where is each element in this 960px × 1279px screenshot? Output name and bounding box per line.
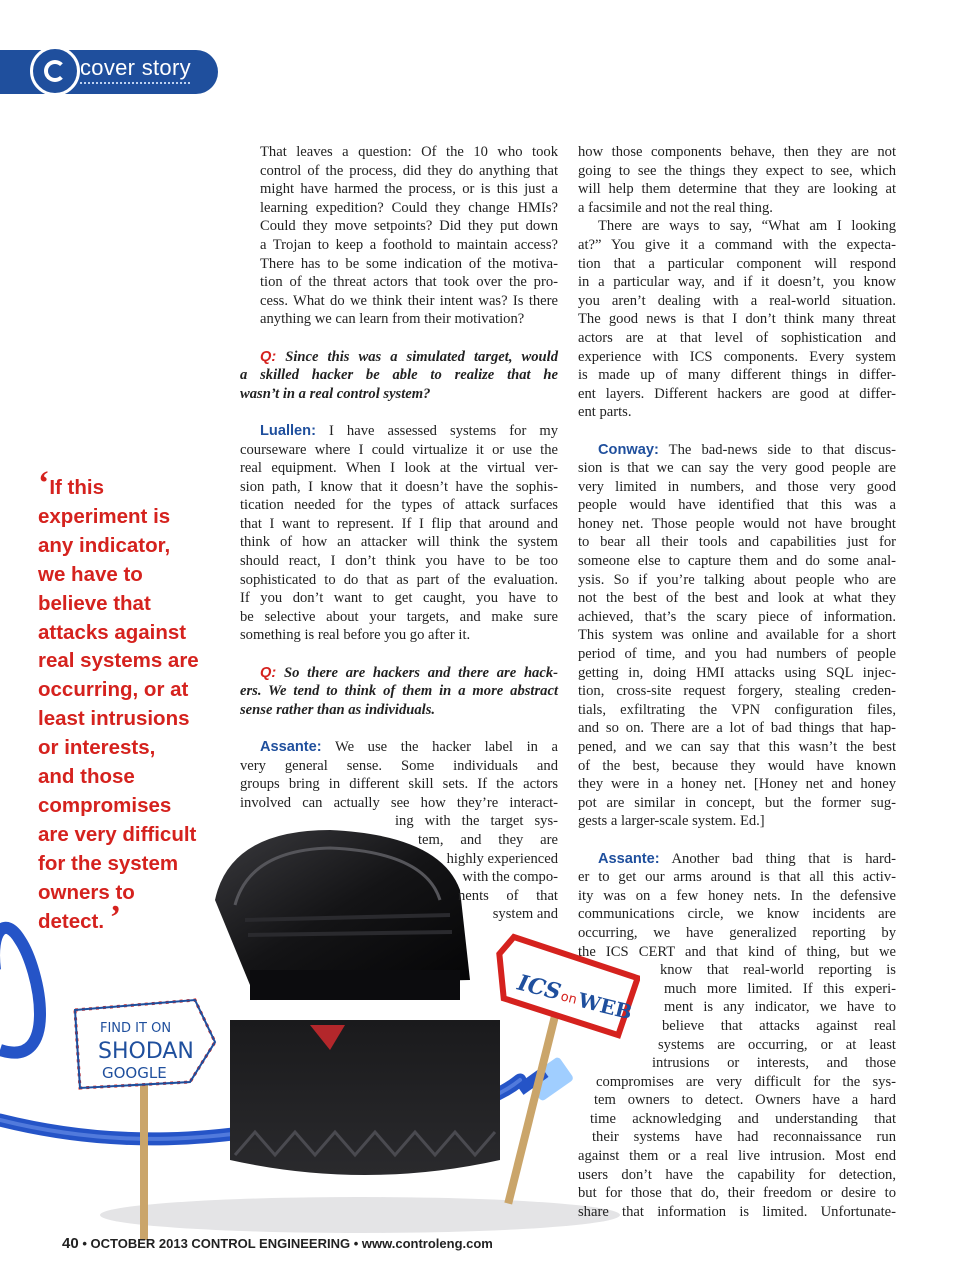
answer: Assante: Another bad thing that is hard- er to get our arms around is that all this activ- ity was on a few honey nets. In the defensive communications circle, we know incidents are occurring, we have generalized reporting by the ICS CERT and that kind of thing, but we know that real-world reporting is much more limited. If this experi- ment is any indicator, we have to believe that attacks against real systems are occurring, or at least intrusions or interests, and those compromises are very difficult for the sys- tem owners to detect. Owners have a hard time acknowledging and understanding that their systems have had reconnaissance run against them or a real live intrusion. Most end users don’t have the capability for detection, but for those that do, their freedom or desire to share that information is limited. Unfortunate- xyxy=(578,850,897,1220)
question: Q: Since this was a simulated target, would a skilled hacker be able to realize that he wasn’t in a real control system? xyxy=(240,348,559,402)
sign-right-web: WEB xyxy=(575,987,635,1025)
pull-line: or interests, xyxy=(38,736,156,760)
pull-line: real systems are xyxy=(38,649,199,673)
pull-line: least intrusions xyxy=(38,707,190,731)
pull-line: detect. xyxy=(38,909,105,933)
article-column-middle xyxy=(240,143,558,924)
website-link[interactable]: www.controleng.com xyxy=(361,1236,493,1251)
paragraph: That leaves a question: Of the 10 who took control of the process, did they do anything that might have harmed the process, or is this just a learning expedition? Could they change HMIs? Could they move setpoints? Did they put down a Trojan to keep a foothold to maintain access? There has to be some indication of the motiva- tion of the threat actors that took over the pro- cess. What do we think their intent was? Is there anything we can learn from their motivation? xyxy=(260,144,558,328)
footer-separator: • xyxy=(82,1236,87,1251)
open-quote-mark: ‘ xyxy=(38,465,50,502)
question: Q: So there are hackers and there are hack- ers. We tend to think of them in a more abstract sense rather than as individuals. xyxy=(240,664,558,718)
sign-left-line2: SHODAN xyxy=(98,1039,194,1064)
footer-separator: • xyxy=(353,1236,359,1251)
answer: Luallen: I have assessed systems for my courseware where I could virtualize it or use the real equipment. When I look at the virtual ver- sion path, I know that it doesn’t have the sophis- tication needed for the types of attack surfaces that I want to represent. If I flip that around and think of how an attacker will think the system should react, I don’t think you have to be too sophisticated to do that as part of the evaluation. If you don’t want to get caught, you have to be selective about your targets, and make sure something is real before you go after it. xyxy=(240,422,559,644)
speaker-name: Assante: xyxy=(598,850,660,867)
pull-line: owners to xyxy=(38,880,135,904)
pull-line: are very difficult xyxy=(38,822,197,846)
network-cable xyxy=(0,928,40,1053)
pull-line: we have to xyxy=(38,562,143,586)
issue-info: OCTOBER 2013 CONTROL ENGINEERING xyxy=(90,1236,351,1251)
pull-line: any indicator, xyxy=(38,533,171,557)
sign-left-line1: FIND IT ON xyxy=(100,1021,172,1036)
close-quote-mark: ’ xyxy=(109,898,122,936)
sign-left-line3: GOOGLE xyxy=(102,1064,167,1082)
section-underline xyxy=(80,82,190,84)
q-label: Q: xyxy=(260,664,277,681)
pull-line: If this xyxy=(49,476,104,499)
answer: Conway: The bad-news side to that discus- sion is that we can say the very good people are very limited in numbers, and those very good people would have identified that this was a honey net. Those people would not have brought to bear all their tools and capabilities just for someone else to capture them and do some anal- ysis. So if you’re talking about people who are not the best of the best and look at what they achieved, that’s the scary piece of information. This system was online and available for a short period of time, and you had numbers of people getting in, doing HMI attacks using SQL injec- tion, cross-site request forgery, stealing creden- tials, exfiltrating the VPN configuration files, and so on. There are a lot of bad things that hap- pened, and we can say that this wasn’t the best of the best, because they would have known they were in a honey net. [Honey net and honey pot are similar in concept, but the former sug- gests a larger-scale system. Ed.] xyxy=(578,441,896,830)
pull-line: and those xyxy=(38,765,135,789)
speaker-name: Assante: xyxy=(260,739,322,755)
speaker-name: Luallen: xyxy=(260,422,316,439)
paragraph: how those components behave, then they are not going to see the things they expect to see, which will help them determine that they are looking at a facsimile and not the real thing. xyxy=(578,144,896,216)
pull-line: compromises xyxy=(38,793,172,817)
pull-line: attacks against xyxy=(38,620,187,644)
pull-line: for the system xyxy=(38,851,179,875)
section-label: cover story xyxy=(80,55,191,80)
pull-line: believe that xyxy=(38,591,151,615)
speaker-name: Conway: xyxy=(598,441,659,458)
page-number: 40 xyxy=(62,1235,79,1252)
page-footer xyxy=(62,1235,493,1252)
article-column-right xyxy=(578,143,896,1221)
q-label: Q: xyxy=(260,348,277,365)
sign-right-on: on xyxy=(559,989,579,1008)
pull-line: experiment is xyxy=(38,504,171,528)
magazine-logo-icon xyxy=(30,46,80,96)
pull-line: occurring, or at xyxy=(38,678,189,702)
pull-quote xyxy=(38,465,228,937)
sign-right-ics: ICS xyxy=(514,969,564,1006)
paragraph: There are ways to say, “What am I looking at?” You give it a command with the expecta- tion that a particular component will respond in a particular way, and if it doesn’t, you know you aren’t dealing with a real-world situation. The good news is that I don’t think many threat actors are at that level of sophistication and experience with ICS components. Every system is made up of many different things in differ- ent layers. Different hackers are good at differ- ent parts. xyxy=(578,218,896,421)
answer: Assante: We use the hacker label in a very general sense. Some individuals and groups bring in different skill sets. If the actors involved can actually see how they’re interact- ing with the target sys- tem, and they are highly experienced with the compo- nents of that system and xyxy=(240,739,558,923)
